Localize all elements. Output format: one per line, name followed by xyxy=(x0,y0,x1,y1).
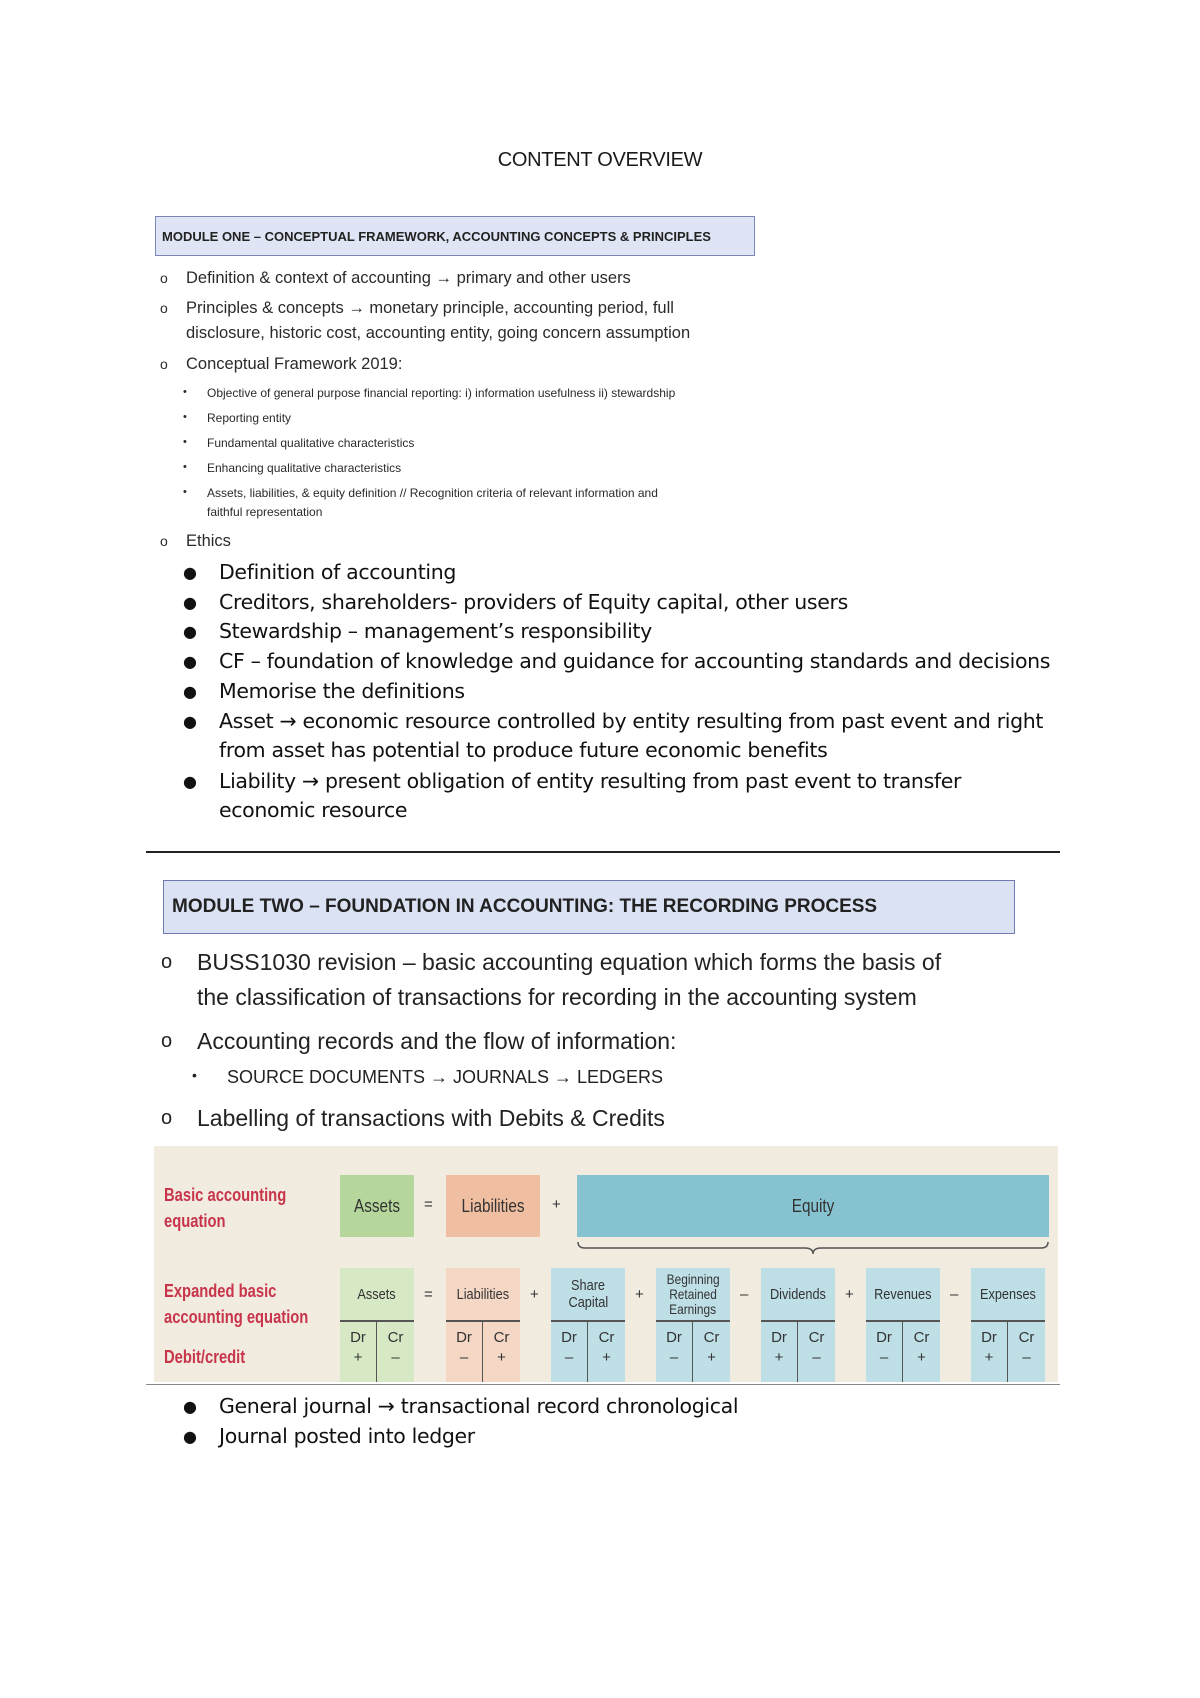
framework-subitem: • Assets, liabilities, & equity definition // Recognition criteria of relevant information and xyxy=(183,486,658,500)
module-one-item: o Ethics xyxy=(160,532,231,550)
retained-earnings-box: Beginning Retained Earnings xyxy=(656,1268,730,1320)
note-item-continued: economic resource xyxy=(219,798,408,822)
open-bullet: o xyxy=(161,951,173,973)
note-item: ● General journal → transactional record chronological xyxy=(183,1394,739,1418)
expanded-assets-box: Assets xyxy=(340,1268,414,1320)
debit-credit-label: Debit/credit xyxy=(164,1347,246,1367)
equals-sign: = xyxy=(424,1196,433,1213)
basic-liabilities-box: Liabilities xyxy=(446,1175,540,1237)
open-bullet: o xyxy=(160,300,168,316)
module-one-title: MODULE ONE – CONCEPTUAL FRAMEWORK, ACCOUNTING CONCEPTS & PRINCIPLES xyxy=(162,228,711,244)
revenues-box: Revenues xyxy=(866,1268,940,1320)
share-capital-drcr: Dr – Cr + xyxy=(551,1322,625,1382)
note-item: ● Liability → present obligation of entity resulting from past event to transfer xyxy=(183,769,962,793)
note-item-continued: from asset has potential to produce future economic benefits xyxy=(219,738,828,762)
page-title: CONTENT OVERVIEW xyxy=(497,149,703,171)
open-bullet: o xyxy=(160,533,168,549)
plus-sign: + xyxy=(635,1286,644,1303)
open-bullet: o xyxy=(161,1030,173,1052)
figure-bottom-line xyxy=(146,1384,1060,1385)
basic-equation-label: Basic accounting equation xyxy=(164,1185,287,1231)
plus-sign: + xyxy=(552,1196,561,1213)
note-item: ● Definition of accounting xyxy=(183,560,457,584)
module-two-subitem: • SOURCE DOCUMENTS → JOURNALS → LEDGERS xyxy=(192,1067,664,1087)
module-two-item: o Accounting records and the flow of information: xyxy=(197,1024,676,1059)
module-two-banner xyxy=(163,880,1015,934)
note-item: ● Asset → economic resource controlled by entity resulting from past event and right xyxy=(183,709,1044,733)
module-one-item: o Definition & context of accounting → primary and other users xyxy=(160,269,631,287)
expenses-box: Expenses xyxy=(971,1268,1045,1320)
module-one-item: o Conceptual Framework 2019: xyxy=(160,355,403,373)
framework-subitem: • Reporting entity xyxy=(183,411,292,425)
equity-brace xyxy=(577,1240,1049,1256)
section-divider xyxy=(146,851,1060,853)
open-bullet: o xyxy=(160,356,168,372)
framework-subitem: • Objective of general purpose financial reporting: i) information usefulness ii) stewardship xyxy=(183,386,676,400)
revenues-drcr: Dr – Cr + xyxy=(866,1322,940,1382)
module-two-item: o BUSS1030 revision – basic accounting equation which forms the basis of xyxy=(197,945,941,980)
framework-subitem: • Fundamental qualitative characteristics xyxy=(183,436,415,450)
framework-subitem: • Enhancing qualitative characteristics xyxy=(183,461,402,475)
module-one-banner xyxy=(155,216,755,256)
open-bullet: o xyxy=(161,1107,173,1129)
plus-sign: + xyxy=(530,1286,539,1303)
accounting-equation-figure xyxy=(154,1146,1058,1382)
assets-drcr: Dr + Cr – xyxy=(340,1322,414,1382)
share-capital-box: Share Capital xyxy=(551,1268,625,1320)
note-item: ● CF – foundation of knowledge and guidance for accounting standards and decisions xyxy=(183,649,1051,673)
note-item: ● Memorise the definitions xyxy=(183,679,465,703)
equals-sign: = xyxy=(424,1286,433,1303)
note-item: ● Stewardship – management’s responsibility xyxy=(183,619,652,643)
expenses-drcr: Dr + Cr – xyxy=(971,1322,1045,1382)
dividends-box: Dividends xyxy=(761,1268,835,1320)
basic-assets-box: Assets xyxy=(340,1175,414,1237)
open-bullet: o xyxy=(160,270,168,286)
module-one-item: o Principles & concepts → monetary principle, accounting period, full xyxy=(160,299,674,317)
basic-equity-box: Equity xyxy=(577,1175,1049,1237)
module-two-item: o Labelling of transactions with Debits & Credits xyxy=(197,1101,665,1136)
expanded-liabilities-box: Liabilities xyxy=(446,1268,520,1320)
dividends-drcr: Dr + Cr – xyxy=(761,1322,835,1382)
plus-sign: + xyxy=(845,1286,854,1303)
expanded-equation-label: Expanded basic accounting equation xyxy=(164,1281,309,1327)
note-item: ● Journal posted into ledger xyxy=(183,1424,475,1448)
note-item: ● Creditors, shareholders- providers of Equity capital, other users xyxy=(183,590,848,614)
liabilities-drcr: Dr – Cr + xyxy=(446,1322,520,1382)
module-two-item-continued: the classification of transactions for recording in the accounting system xyxy=(197,984,917,1010)
minus-sign: – xyxy=(950,1286,959,1303)
framework-subitem-continued: faithful representation xyxy=(207,505,323,519)
module-one-item-continued: disclosure, historic cost, accounting entity, going concern assumption xyxy=(186,324,691,342)
retained-earnings-drcr: Dr – Cr + xyxy=(656,1322,730,1382)
module-two-title: MODULE TWO – FOUNDATION IN ACCOUNTING: THE RECORDING PROCESS xyxy=(172,896,878,917)
minus-sign: – xyxy=(740,1286,749,1303)
